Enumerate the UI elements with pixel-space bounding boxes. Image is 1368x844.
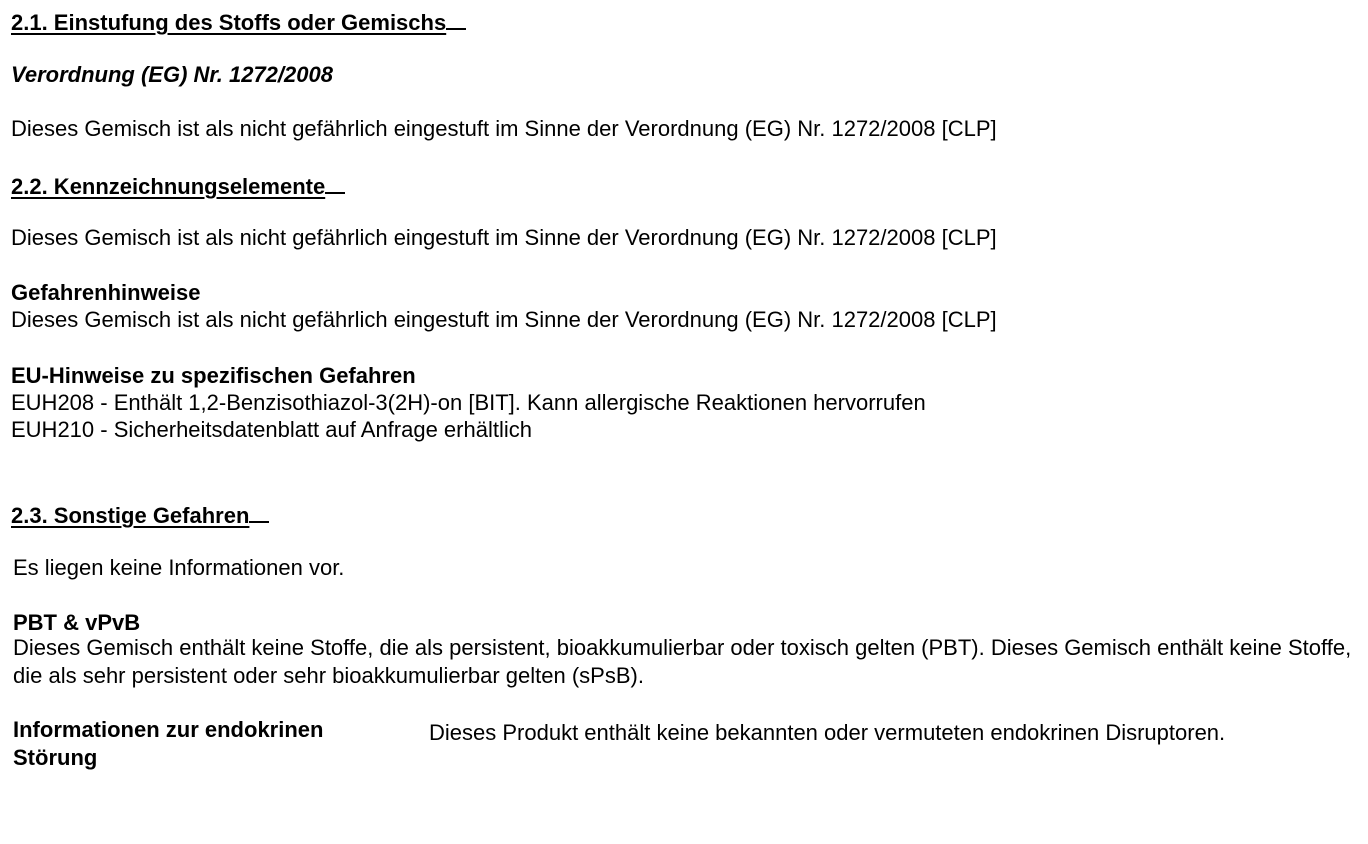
section-2-3-title: 2.3. Sonstige Gefahren xyxy=(11,502,269,527)
hazard-statements-text: Dieses Gemisch ist als nicht gefährlich eingestuft im Sinne der Verordnung (EG) Nr. 1272/2008 [CLP] xyxy=(11,307,997,332)
section-2-1-title: 2.1. Einstufung des Stoffs oder Gemischs xyxy=(11,9,466,34)
pbt-heading: PBT & vPvB xyxy=(13,610,141,635)
eu-statement-item: EUH210 - Sicherheitsdatenblatt auf Anfrage erhältlich xyxy=(11,417,532,442)
pbt-text: Dieses Gemisch enthält keine Stoffe, die als persistent, bioakkumulierbar oder toxisch gelten (PBT). Dieses Gemisch enthält keine Stoffe, die als sehr persistent oder sehr bioakkumulierbar gelten (sPsB). xyxy=(13,635,1352,688)
endocrine-text: Dieses Produkt enthält keine bekannten oder vermuteten endokrinen Disruptoren. xyxy=(429,720,1226,745)
eu-statement-item: EUH208 - Enthält 1,2-Benzisothiazol-3(2H)-on [BIT]. Kann allergische Reaktionen hervorrufen xyxy=(11,390,926,415)
section-2-2-title: 2.2. Kennzeichnungselemente xyxy=(11,173,345,198)
regulation-heading: Verordnung (EG) Nr. 1272/2008 xyxy=(11,62,333,87)
endocrine-label: Informationen zur endokrinen Störung xyxy=(13,717,324,770)
section-2-2-text: Dieses Gemisch ist als nicht gefährlich eingestuft im Sinne der Verordnung (EG) Nr. 1272/2008 [CLP] xyxy=(11,225,997,250)
eu-statements-heading: EU-Hinweise zu spezifischen Gefahren xyxy=(11,363,416,388)
section-2-1-text: Dieses Gemisch ist als nicht gefährlich eingestuft im Sinne der Verordnung (EG) Nr. 1272/2008 [CLP] xyxy=(11,116,997,141)
hazard-statements-heading: Gefahrenhinweise xyxy=(11,280,201,305)
section-2-3-text: Es liegen keine Informationen vor. xyxy=(13,555,345,580)
